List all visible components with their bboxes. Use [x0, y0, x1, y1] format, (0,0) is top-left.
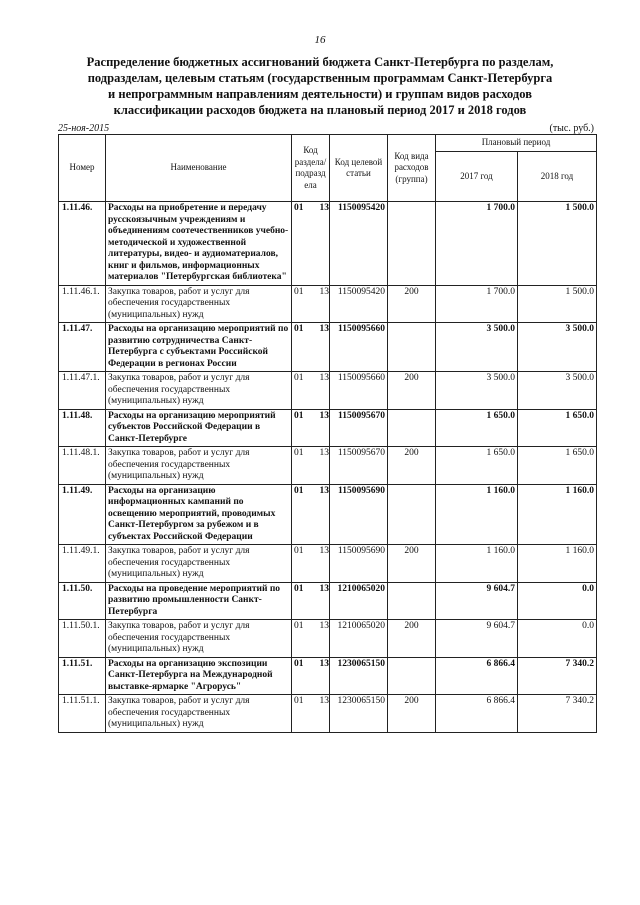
row-section [292, 484, 330, 545]
row-type [388, 323, 436, 372]
row-target: 1230065150 [330, 695, 388, 733]
row-name: Расходы на организацию информационных кампаний по освещению мероприятий, проводимых Санкт-Петербургом за рубежом и в субъектах Российской Федерации [106, 484, 292, 545]
row-type [388, 202, 436, 286]
row-name: Расходы на организацию мероприятий субъектов Российской Федерации в Санкт-Петербурге [106, 409, 292, 447]
row-2017: 6 866.4 [436, 695, 518, 733]
row-pr: 13 [319, 485, 329, 496]
row-2018: 7 340.2 [518, 695, 597, 733]
row-pr: 13 [319, 621, 329, 631]
row-number: 1.11.51. [59, 657, 106, 695]
row-pr: 13 [319, 324, 329, 334]
row-target: 1150095670 [330, 409, 388, 447]
row-2017: 1 650.0 [436, 447, 518, 485]
table-row [59, 372, 597, 410]
header-section: Код раздела/ подразд ела [292, 135, 330, 202]
row-2017: 1 160.0 [436, 484, 518, 545]
row-type [388, 484, 436, 545]
header-number: Номер [59, 135, 106, 202]
row-target: 1150095420 [330, 285, 388, 323]
row-target: 1150095660 [330, 372, 388, 410]
row-number: 1.11.48. [59, 409, 106, 447]
table-row [59, 409, 597, 447]
row-name: Закупка товаров, работ и услуг для обеспечения государственных (муниципальных) нужд [106, 372, 292, 410]
budget-table [58, 134, 597, 733]
row-2017: 1 650.0 [436, 409, 518, 447]
document-title [60, 54, 580, 118]
row-name: Расходы на организацию мероприятий по развитию сотрудничества Санкт-Петербурга с субъектами Российской Федерации в регионах России [106, 323, 292, 372]
table-row [59, 285, 597, 323]
row-type: 200 [388, 620, 436, 658]
row-section [292, 409, 330, 447]
header-2018: 2018 год [518, 152, 597, 202]
table-row [59, 582, 597, 620]
row-2018: 3 500.0 [518, 323, 597, 372]
row-name: Расходы на организацию экспозиции Санкт-Петербурга на Международной выставке-ярмарке "Агрорусь" [106, 657, 292, 695]
row-name: Расходы на проведение мероприятий по развитию промышленности Санкт-Петербурга [106, 582, 292, 620]
table-row [59, 323, 597, 372]
row-number: 1.11.46.1. [59, 285, 106, 323]
row-type [388, 582, 436, 620]
row-2018: 0.0 [518, 620, 597, 658]
row-target: 1210065020 [330, 582, 388, 620]
title-line-1: Распределение бюджетных ассигнований бюджета Санкт-Петербурга по разделам, [86, 55, 554, 69]
row-section [292, 620, 330, 658]
row-2017: 1 160.0 [436, 545, 518, 583]
row-name: Закупка товаров, работ и услуг для обеспечения государственных (муниципальных) нужд [106, 545, 292, 583]
row-pr: 13 [319, 583, 329, 594]
row-section [292, 285, 330, 323]
table-row [59, 545, 597, 583]
row-type: 200 [388, 372, 436, 410]
row-2017: 9 604.7 [436, 582, 518, 620]
page-number: 16 [314, 34, 326, 46]
row-2018: 1 160.0 [518, 545, 597, 583]
row-number: 1.11.48.1. [59, 447, 106, 485]
row-2018: 1 160.0 [518, 484, 597, 545]
row-2018: 1 650.0 [518, 409, 597, 447]
row-section [292, 657, 330, 695]
row-target: 1150095420 [330, 202, 388, 286]
row-rz: 01 [294, 410, 304, 421]
row-type: 200 [388, 447, 436, 485]
row-2018: 7 340.2 [518, 657, 597, 695]
row-target: 1210065020 [330, 620, 388, 658]
row-section [292, 582, 330, 620]
row-section [292, 695, 330, 733]
row-name: Закупка товаров, работ и услуг для обеспечения государственных (муниципальных) нужд [106, 447, 292, 485]
row-section [292, 447, 330, 485]
table-row [59, 620, 597, 658]
table-row [59, 202, 597, 286]
row-rz: 01 [294, 324, 304, 334]
row-number: 1.11.50. [59, 582, 106, 620]
row-section [292, 372, 330, 410]
row-pr: 13 [319, 373, 329, 383]
row-pr: 13 [319, 658, 329, 669]
row-section [292, 323, 330, 372]
row-target: 1150095660 [330, 323, 388, 372]
row-number: 1.11.51.1. [59, 695, 106, 733]
row-pr: 13 [319, 410, 329, 421]
table-row [59, 695, 597, 733]
row-rz: 01 [294, 485, 304, 496]
row-2018: 0.0 [518, 582, 597, 620]
row-name: Закупка товаров, работ и услуг для обеспечения государственных (муниципальных) нужд [106, 620, 292, 658]
row-target: 1150095690 [330, 484, 388, 545]
row-target: 1150095670 [330, 447, 388, 485]
row-number: 1.11.49. [59, 484, 106, 545]
row-number: 1.11.46. [59, 202, 106, 286]
row-2017: 1 700.0 [436, 285, 518, 323]
row-name: Закупка товаров, работ и услуг для обеспечения государственных (муниципальных) нужд [106, 695, 292, 733]
row-type [388, 657, 436, 695]
header-planned: Плановый период [436, 135, 597, 152]
header-target: Код целевой статьи [330, 135, 388, 202]
row-target: 1150095690 [330, 545, 388, 583]
table-row [59, 484, 597, 545]
row-rz: 01 [294, 583, 304, 594]
header-2017: 2017 год [436, 152, 518, 202]
row-rz: 01 [294, 696, 304, 706]
row-name: Закупка товаров, работ и услуг для обеспечения государственных (муниципальных) нужд [106, 285, 292, 323]
row-rz: 01 [294, 448, 304, 458]
row-rz: 01 [294, 546, 304, 556]
row-section [292, 202, 330, 286]
row-number: 1.11.47.1. [59, 372, 106, 410]
row-type: 200 [388, 695, 436, 733]
row-number: 1.11.50.1. [59, 620, 106, 658]
row-rz: 01 [294, 658, 304, 669]
table-row [59, 657, 597, 695]
row-pr: 13 [319, 546, 329, 556]
row-number: 1.11.47. [59, 323, 106, 372]
row-2018: 3 500.0 [518, 372, 597, 410]
row-type [388, 409, 436, 447]
units-label: (тыс. руб.) [549, 123, 594, 134]
row-2017: 1 700.0 [436, 202, 518, 286]
title-line-4: классификации расходов бюджета на плановый период 2017 и 2018 годов [113, 103, 527, 117]
title-line-2: подразделам, целевым статьям (государственным программам Санкт-Петербурга [87, 71, 553, 85]
title-line-3: и непрограммным направлениям деятельности) и группам видов расходов [108, 87, 532, 101]
row-2017: 3 500.0 [436, 323, 518, 372]
row-type: 200 [388, 285, 436, 323]
row-pr: 13 [319, 286, 329, 297]
row-rz: 01 [294, 286, 304, 297]
row-name: Расходы на приобретение и передачу русскоязычным учреждениям и объединениям соотечественников учебно-методической и художественной литературы, видео- и аудиоматериалов, книг и фильмов, информационных материалов "Петербургская библиотека" [106, 202, 292, 286]
header-name: Наименование [106, 135, 292, 202]
row-2018: 1 500.0 [518, 285, 597, 323]
row-number: 1.11.49.1. [59, 545, 106, 583]
row-type: 200 [388, 545, 436, 583]
row-pr: 13 [319, 203, 329, 213]
row-2017: 9 604.7 [436, 620, 518, 658]
row-rz: 01 [294, 373, 304, 383]
row-rz: 01 [294, 621, 304, 631]
row-2018: 1 650.0 [518, 447, 597, 485]
row-2018: 1 500.0 [518, 202, 597, 286]
row-pr: 13 [319, 448, 329, 458]
row-section [292, 545, 330, 583]
row-2017: 3 500.0 [436, 372, 518, 410]
document-date: 25-ноя-2015 [58, 123, 110, 134]
table-row [59, 447, 597, 485]
header-type: Код вида расходов (группа) [388, 135, 436, 202]
row-pr: 13 [319, 696, 329, 706]
row-target: 1230065150 [330, 657, 388, 695]
row-rz: 01 [294, 203, 304, 213]
row-2017: 6 866.4 [436, 657, 518, 695]
